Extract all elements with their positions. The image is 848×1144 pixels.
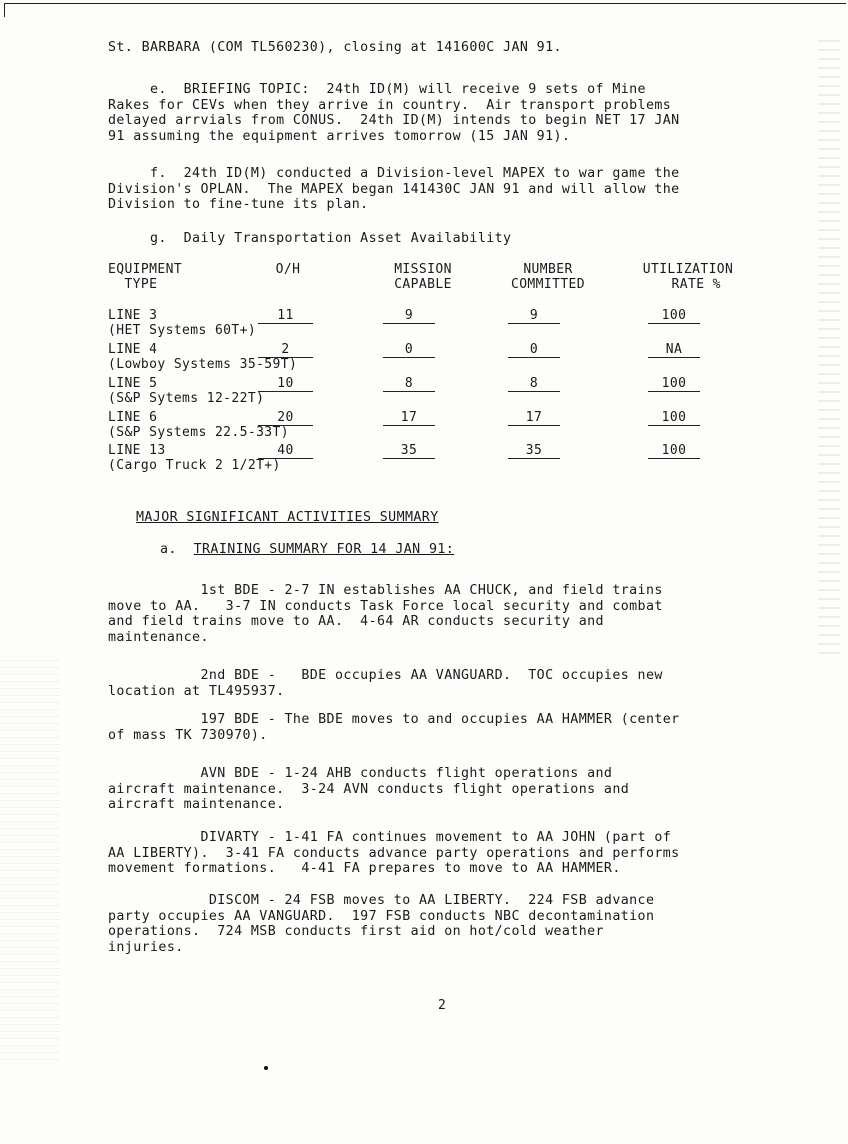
equipment-type: LINE 5 <box>108 376 158 391</box>
oh-value: 2 <box>258 342 313 358</box>
committed-value: 0 <box>508 342 560 358</box>
header-utilization-rate: UTILIZATION RATE % <box>642 262 734 292</box>
mission-capable-value: 9 <box>383 308 435 324</box>
page-number: 2 <box>438 998 446 1013</box>
activity-paragraph: AVN BDE - 1-24 AHB conducts flight operations and aircraft maintenance. 3-24 AVN conducts flight operations and aircraft maintenance. <box>108 766 630 812</box>
header-number-committed: NUMBER COMMITTED <box>510 262 586 292</box>
scan-noise-left <box>0 660 60 1060</box>
header-mission-capable: MISSION CAPABLE <box>394 262 452 292</box>
utilization-rate-value: 100 <box>648 376 700 392</box>
header-oh: O/H <box>275 262 301 277</box>
training-heading-line <box>160 542 454 558</box>
oh-value: 40 <box>258 443 313 459</box>
equipment-subtype: (HET Systems 60T+) <box>108 323 257 338</box>
equipment-subtype: (Cargo Truck 2 1/2T+) <box>108 458 281 473</box>
mission-capable-value: 8 <box>383 376 435 392</box>
committed-value: 9 <box>508 308 560 324</box>
paragraph-e-briefing-topic: e. BRIEFING TOPIC: 24th ID(M) will receive 9 sets of Mine Rakes for CEVs when they arrive in country. Air transport problems delayed arrvials from CONUS. 24th ID(M) intends to begin NET 17 JAN 91 assuming the equipment arrives tomorrow (15 JAN 91). <box>108 82 680 144</box>
paragraph-g-label: g. Daily Transportation Asset Availability <box>108 231 512 246</box>
mission-capable-value: 17 <box>383 410 435 426</box>
committed-value: 35 <box>508 443 560 459</box>
committed-value: 8 <box>508 376 560 392</box>
committed-value: 17 <box>508 410 560 426</box>
equipment-type: LINE 6 <box>108 410 158 425</box>
mission-capable-value: 0 <box>383 342 435 358</box>
equipment-subtype: (Lowboy Systems 35-59T) <box>108 357 298 372</box>
table-row <box>108 308 798 339</box>
equipment-type: LINE 3 <box>108 308 158 323</box>
oh-value: 20 <box>258 410 313 426</box>
equipment-subtype: (S&P Sytems 12-22T) <box>108 391 265 406</box>
utilization-rate-value: NA <box>648 342 700 358</box>
paragraph-f-mapex: f. 24th ID(M) conducted a Division-level MAPEX to war game the Division's OPLAN. The MAPEX began 141430C JAN 91 and will allow the Division to fine-tune its plan. <box>108 166 680 212</box>
scan-corner-mark <box>4 3 5 17</box>
oh-value: 11 <box>258 308 313 324</box>
header-line: St. BARBARA (COM TL560230), closing at 141600C JAN 91. <box>108 40 562 55</box>
utilization-rate-value: 100 <box>648 410 700 426</box>
section-heading: MAJOR SIGNIFICANT ACTIVITIES SUMMARY <box>136 510 439 525</box>
equipment-type: LINE 13 <box>108 443 166 458</box>
table-row <box>108 410 798 441</box>
oh-value: 10 <box>258 376 313 392</box>
activity-paragraph: 197 BDE - The BDE moves to and occupies AA HAMMER (center of mass TK 730970). <box>108 712 680 743</box>
scan-noise-right <box>818 40 840 660</box>
scan-border-line <box>4 3 846 4</box>
table-row <box>108 376 798 407</box>
equipment-subtype: (S&P Systems 22.5-33T) <box>108 425 289 440</box>
training-prefix: a. <box>160 542 194 557</box>
activity-paragraph: DISCOM - 24 FSB moves to AA LIBERTY. 224 FSB advance party occupies AA VANGUARD. 197 FSB conducts NBC decontamination operations. 724 MSB conducts first aid on hot/cold weather injuries. <box>108 893 655 955</box>
training-heading: TRAINING SUMMARY FOR 14 JAN 91: <box>193 542 455 557</box>
header-equipment-type: EQUIPMENT TYPE <box>108 262 183 292</box>
activity-paragraph: DIVARTY - 1-41 FA continues movement to AA JOHN (part of AA LIBERTY). 3-41 FA conducts advance party operations and performs movement formations. 4-41 FA prepares to move to AA HAMMER. <box>108 830 680 876</box>
equipment-type: LINE 4 <box>108 342 158 357</box>
activity-paragraph: 2nd BDE - BDE occupies AA VANGUARD. TOC occupies new location at TL495937. <box>108 668 663 699</box>
mission-capable-value: 35 <box>383 443 435 459</box>
activity-paragraph: 1st BDE - 2-7 IN establishes AA CHUCK, and field trains move to AA. 3-7 IN conducts Task Force local security and combat and field trains move to AA. 4-64 AR conducts security and maintenance. <box>108 583 663 645</box>
utilization-rate-value: 100 <box>648 308 700 324</box>
utilization-rate-value: 100 <box>648 443 700 459</box>
table-row <box>108 443 798 474</box>
table-row <box>108 342 798 373</box>
scan-speck <box>264 1066 268 1070</box>
